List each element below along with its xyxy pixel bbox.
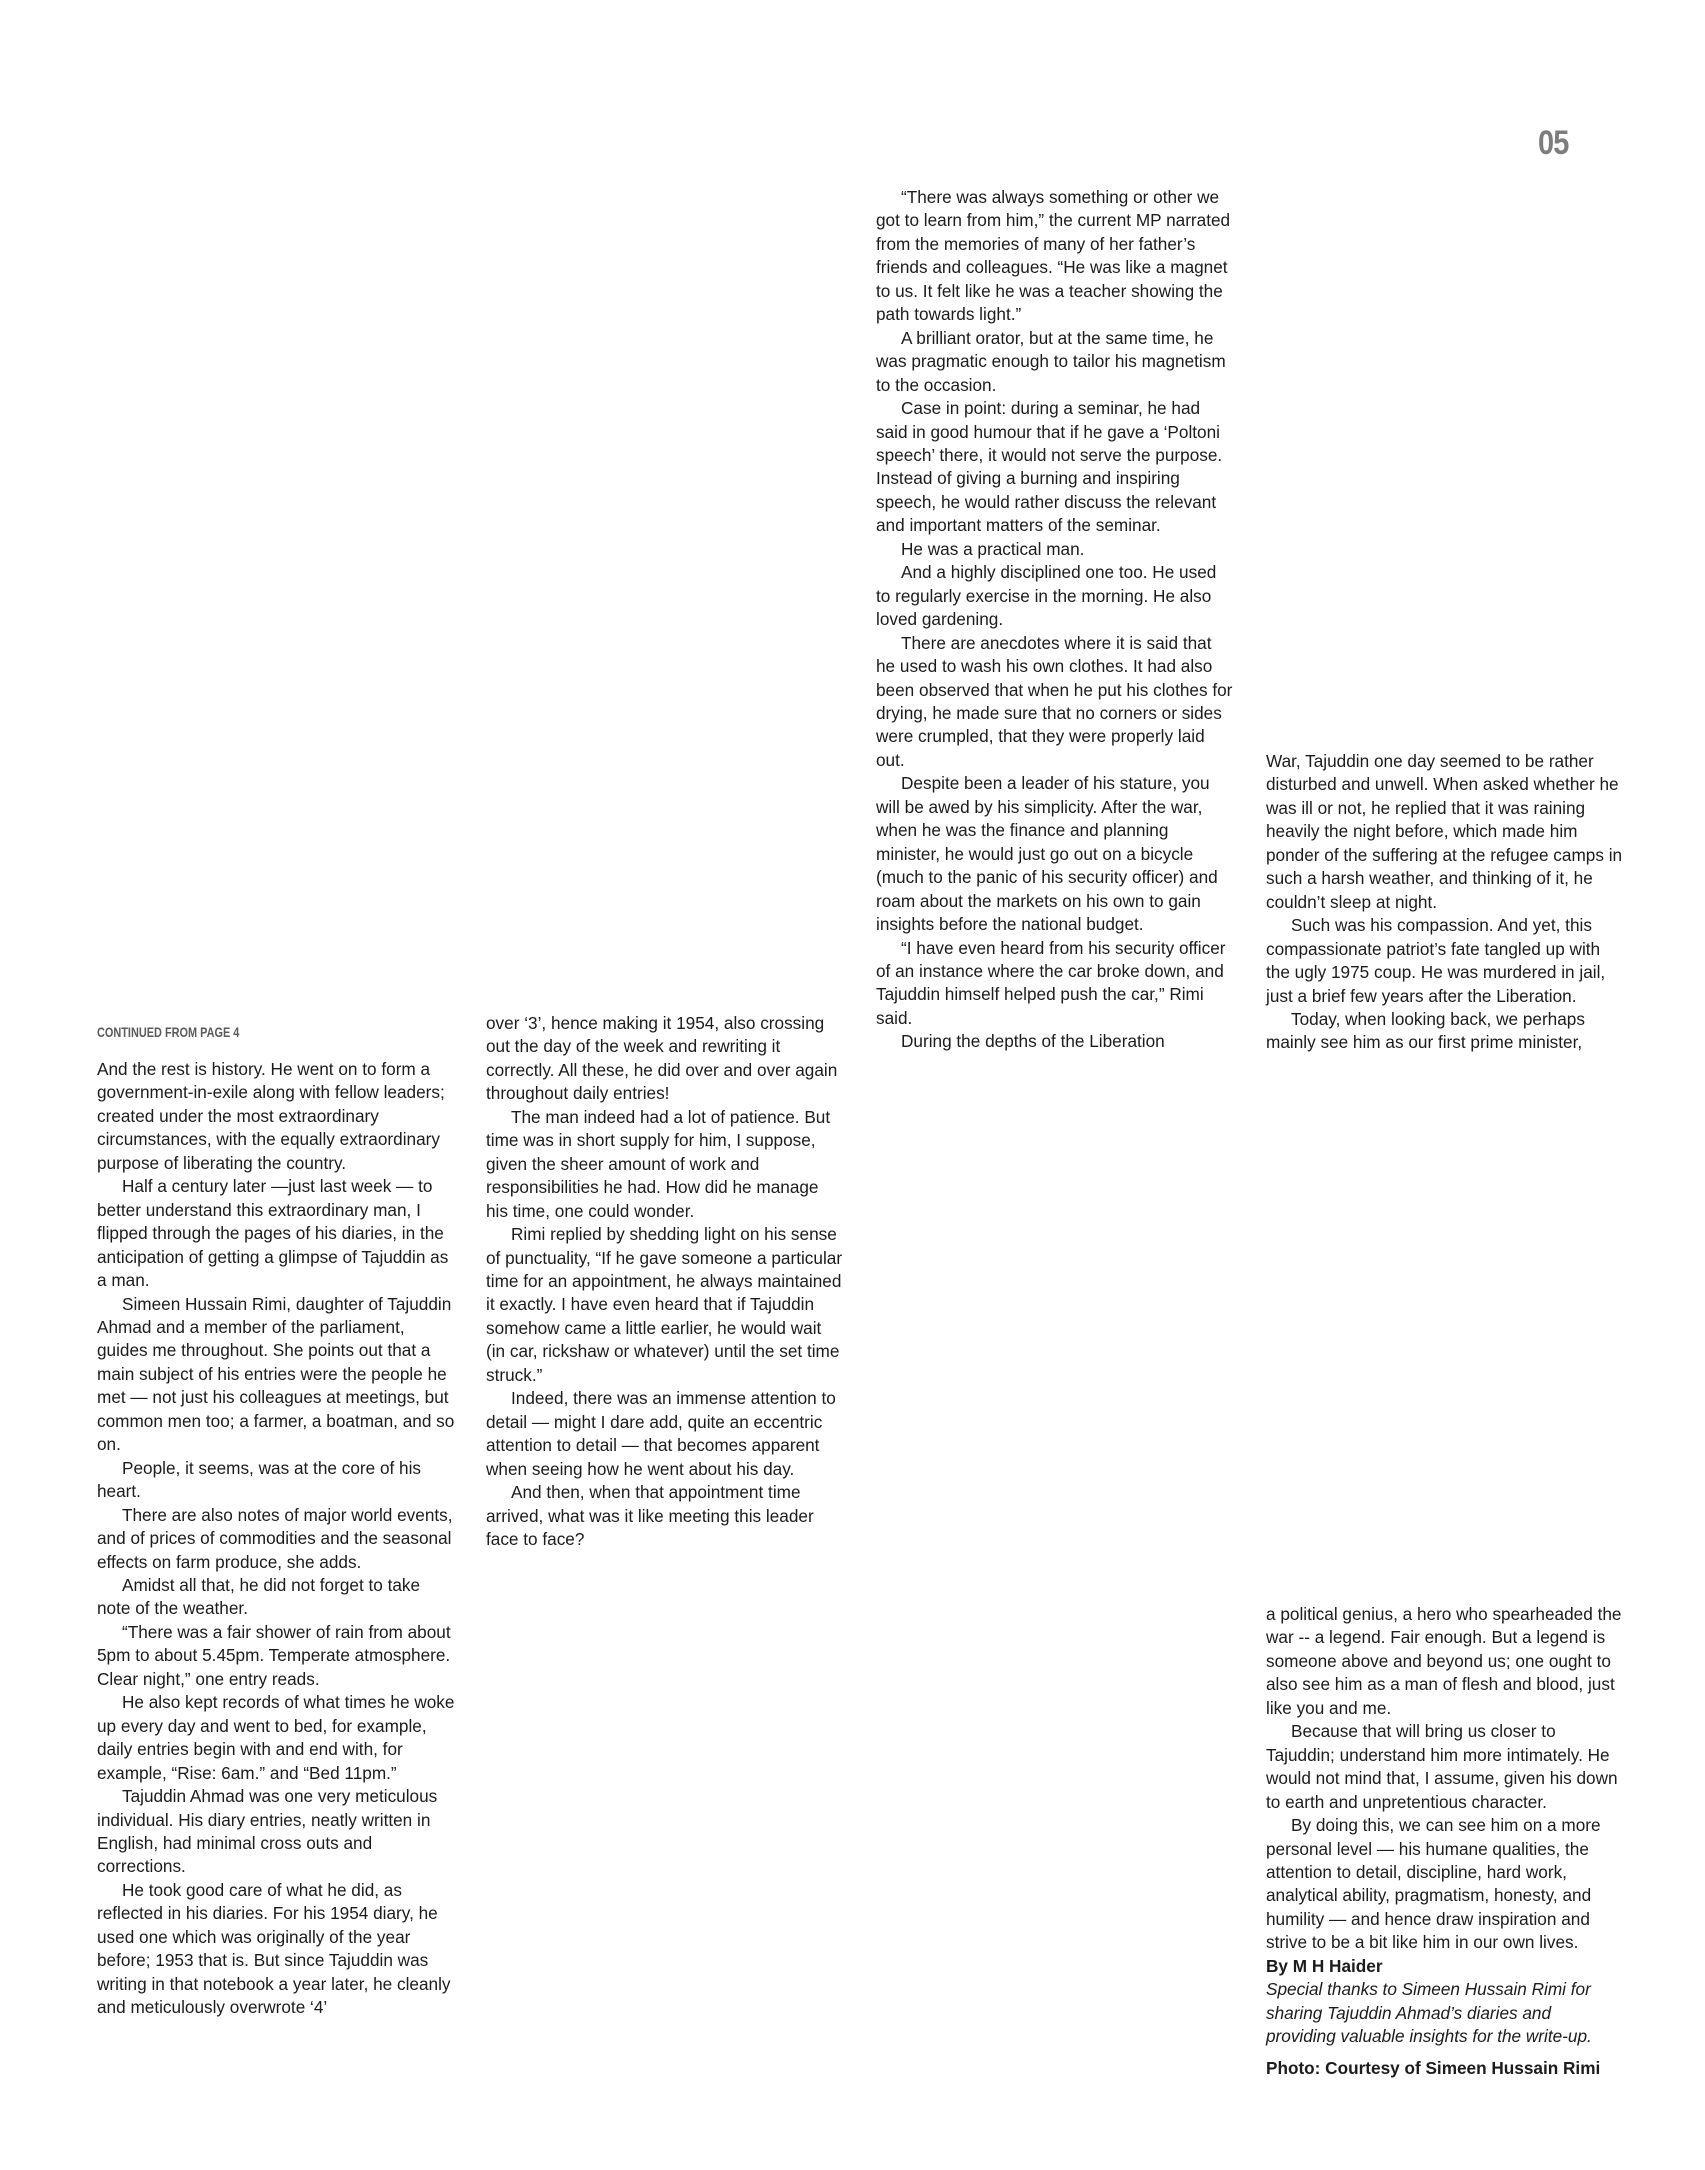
paragraph: Today, when looking back, we perhaps mainly see him as our first prime minister, [1266, 1008, 1585, 1053]
paragraph: War, Tajuddin one day seemed to be rather disturbed and unwell. When asked whether he was ill or not, he replied that it was raining heavily the night before, which made him ponder of the suffering at the refugee camps in such a harsh weather, and thinking of it, he couldn’t sleep at night. [1266, 751, 1623, 912]
paragraph: There are anecdotes where it is said that he used to wash his own clothes. It had also been observed that when he put his clothes for drying, he made sure that no corners or sides were crumpled, that they were properly laid out. [876, 632, 1233, 770]
paragraph: Tajuddin Ahmad was one very meticulous individual. His diary entries, neatly written in English, had minimal cross outs and corrections. [97, 1786, 438, 1877]
article-column-3 [876, 186, 1234, 1054]
paragraph: Because that will bring us closer to Tajuddin; understand him more intimately. He would not mind that, I assume, given his down to earth and unpretentious character. [1266, 1721, 1618, 1812]
paragraph: Amidst all that, he did not forget to take note of the weather. [97, 1574, 421, 1619]
paragraph: And the rest is history. He went on to form a government-in-exile along with fellow leaders; created under the most extraordinary circumstances, with the equally extraordinary purpose of liberating the country. [97, 1059, 445, 1173]
article-column-4-bottom [1266, 1603, 1624, 2080]
paragraph: A brilliant orator, but at the same time, he was pragmatic enough to tailor his magnetism to the occasion. [876, 327, 1226, 395]
paragraph: “There was a fair shower of rain from about 5pm to about 5.45pm. Temperate atmosphere. Clear night,” one entry reads. [97, 1621, 451, 1689]
continued-label: CONTINUED FROM PAGE 4 [97, 1024, 240, 1040]
photo-credit: Photo: Courtesy of Simeen Hussain Rimi [1266, 2057, 1601, 2078]
paragraph: Despite been a leader of his stature, you will be awed by his simplicity. After the war, when he was the finance and planning minister, he would just go out on a bicycle (much to the panic of his security officer) and roam about the markets on his own to gain insights before the national budget. [876, 773, 1218, 935]
paragraph: And a highly disciplined one too. He used to regularly exercise in the morning. He also loved gardening. [876, 562, 1217, 630]
paragraph: By doing this, we can see him on a more personal level — his humane qualities, the attention to detail, discipline, hard work, analytical ability, pragmatism, honesty, and humility — and hence draw inspiration and strive to be a bit like him in our own lives. [1266, 1815, 1601, 1953]
paragraph: “I have even heard from his security officer of an instance where the car broke down, and Tajuddin himself helped push the car,” Rimi said. [876, 937, 1226, 1028]
paragraph: People, it seems, was at the core of his heart. [97, 1457, 422, 1502]
paragraph: There are also notes of major world events, and of prices of commodities and the seasonal effects on farm produce, she adds. [97, 1504, 453, 1572]
paragraph: Simeen Hussain Rimi, daughter of Tajuddin Ahmad and a member of the parliament, guides me throughout. She points out that a main subject of his entries were the people he met — not just his colleagues at meetings, but common men too; a farmer, a boatman, and so on. [97, 1293, 455, 1455]
paragraph: During the depths of the Liberation [901, 1031, 1165, 1052]
paragraph: Such was his compassion. And yet, this compassionate patriot’s fate tangled up with the ugly 1975 coup. He was murdered in jail, just a brief few years after the Liberation. [1266, 915, 1606, 1006]
paragraph: “There was always something or other we got to learn from him,” the current MP narrated from the memories of many of her father’s friends and colleagues. “He was like a magnet to us. It felt like he was a teacher showing the path towards light.” [876, 187, 1231, 325]
paragraph: Indeed, there was an immense attention to detail — might I dare add, quite an eccentric attention to detail — that becomes apparent when seeing how he went about his day. [486, 1388, 836, 1479]
paragraph: The man indeed had a lot of patience. But time was in short supply for him, I suppose, given the sheer amount of work and responsibilities he had. How did he manage his time, one could wonder. [486, 1106, 831, 1221]
paragraph: And then, when that appointment time arrived, what was it like meeting this leader face to face? [486, 1482, 814, 1549]
paragraph: Case in point: during a seminar, he had said in good humour that if he gave a ‘Poltoni speech’ there, it would not serve the purpose. Instead of giving a burning and inspiring speech, he would rather discuss the relevant and important matters of the seminar. [876, 398, 1223, 536]
byline: By M H Haider [1266, 1955, 1383, 1976]
paragraph: Half a century later —just last week — to better understand this extraordinary man, I flipped through the pages of his diaries, in the anticipation of getting a glimpse of Tajuddin as a man. [97, 1176, 449, 1291]
article-column-2 [486, 1012, 844, 1551]
acknowledgement: Special thanks to Simeen Hussain Rimi for sharing Tajuddin Ahmad’s diaries and providing valuable insights for the write-up. [1266, 1979, 1592, 2047]
article-column-1 [97, 1058, 455, 2020]
paragraph: Rimi replied by shedding light on his sense of punctuality, “If he gave someone a particular time for an appointment, he always maintained it exactly. I have even heard that if Tajuddin somehow came a little earlier, he would wait (in car, rickshaw or whatever) until the set time struck.” [486, 1224, 843, 1385]
paragraph: a political genius, a hero who spearheaded the war -- a legend. Fair enough. But a legend is someone above and beyond us; one ought to also see him as a man of flesh and blood, just like you and me. [1266, 1604, 1622, 1718]
paragraph: He was a practical man. [901, 538, 1085, 559]
article-column-4-top [1266, 750, 1624, 1055]
paragraph: He took good care of what he did, as reflected in his diaries. For his 1954 diary, he used one which was originally of the year before; 1953 that is. But since Tajuddin was writing in that notebook a year later, he cleanly and meticulously overwrote ‘4’ [97, 1879, 451, 2018]
paragraph: over ‘3’, hence making it 1954, also crossing out the day of the week and rewriting it correctly. All these, he did over and over again throughout daily entries! [486, 1013, 838, 1104]
page-number: 05 [1538, 124, 1569, 162]
paragraph: He also kept records of what times he woke up every day and went to bed, for example, daily entries begin with and end with, for example, “Rise: 6am.” and “Bed 11pm.” [97, 1692, 455, 1783]
